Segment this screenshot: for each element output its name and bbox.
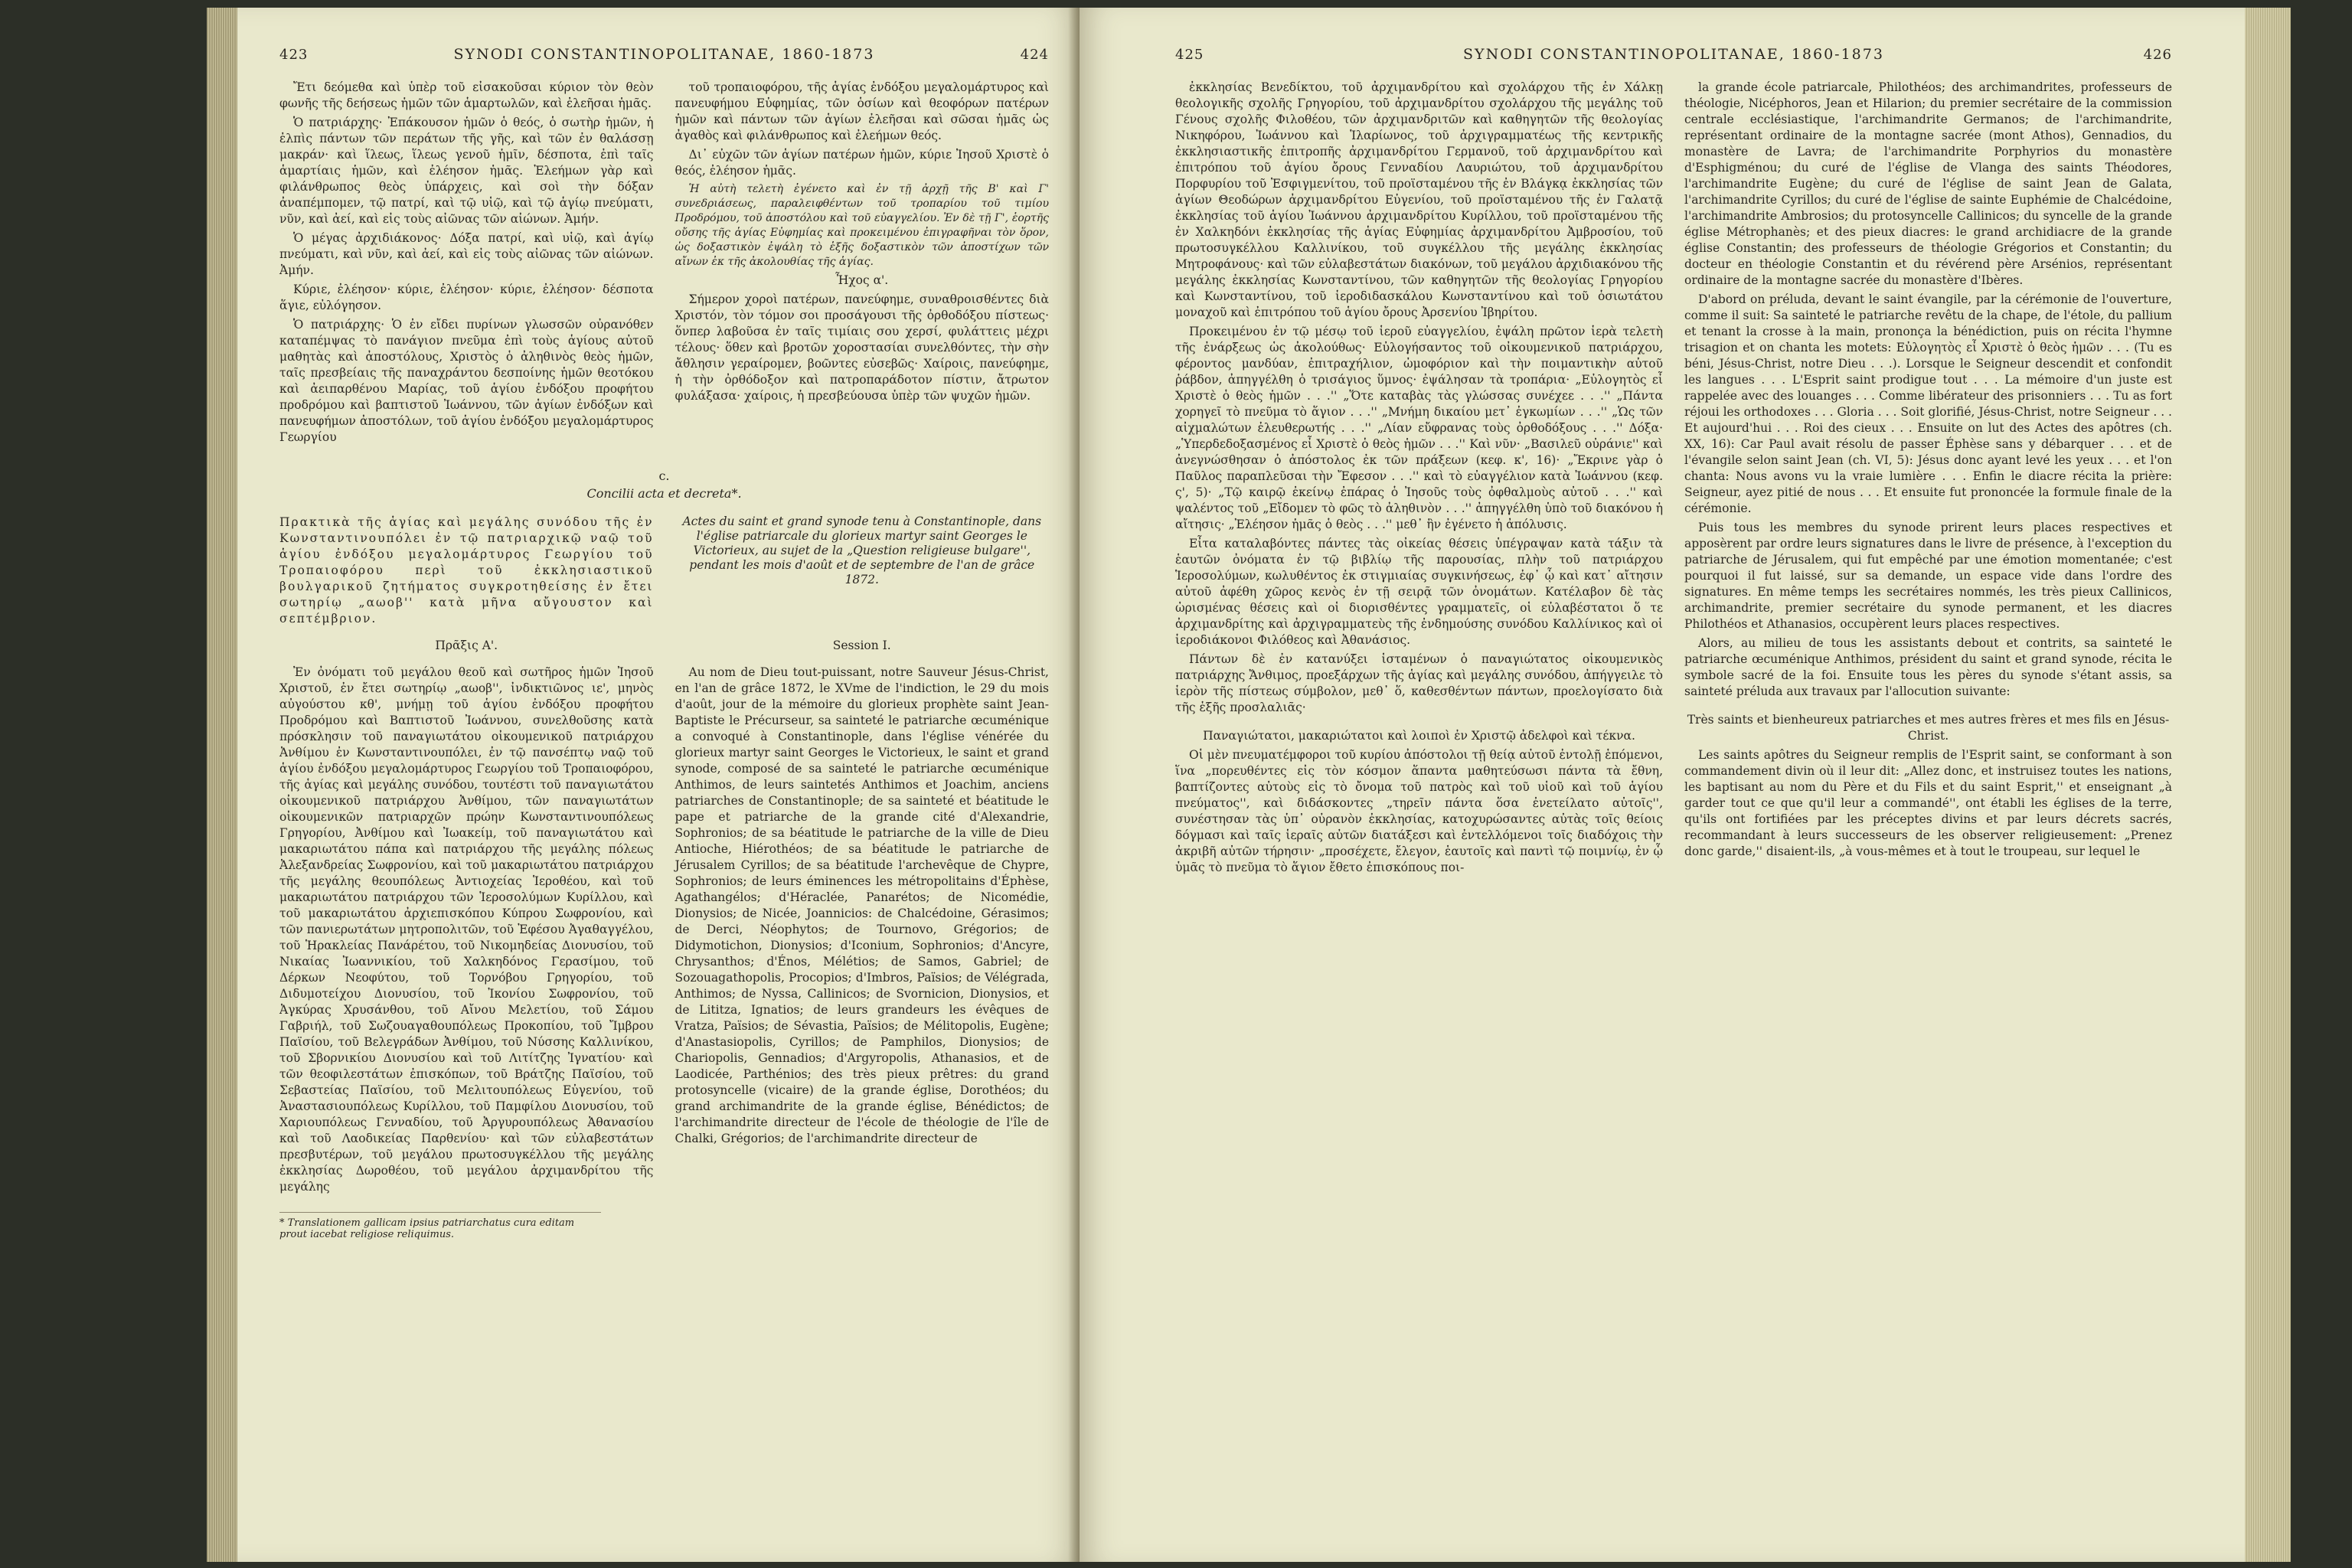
rubric-note: Ἡ αὐτὴ τελετὴ ἐγένετο καὶ ἐν τῇ ἀρχῇ τῆς Β' καὶ Γ' συνεδριάσεως, παραλειφθέντων τοῦ τροπαρίου τοῦ τιμίου Προδρόμου, τοῦ ἀποστόλου καὶ τοῦ εὐαγγελίου. Ἐν δὲ τῇ Γ', ἑορτῆς οὔσης τῆς ἁγίας Εὐφημίας καὶ προκειμένου ἐπιγραφῆναι τὸν ὅρον, ὡς δοξαστικὸν ἐψάλη τὸ ἑξῆς δοξαστικὸν τῶν ἀποστίχων τῶν αἴνων ἐκ τῆς ἀκολουθίας τῆς ἁγίας.	[675, 183, 1049, 268]
top-columns	[279, 80, 1049, 449]
address-heading: Très saints et bienheureux patriarches et mes autres frères et mes fils en Jésus-Christ.	[1687, 713, 2170, 743]
session-labels	[279, 638, 1049, 654]
paragraph: Προκειμένου ἐν τῷ μέσῳ τοῦ ἱεροῦ εὐαγγελίου, ἐψάλη πρῶτον ἱερὰ τελετὴ τῆς ἐνάρξεως ὡς ἀκολούθως· Εὐλογήσαντος τοῦ οἰκουμενικοῦ πατριάρχου, φέροντος μανδύαν, ἐπιτραχήλιον, ὠμοφόριον καὶ τὴν ποιμαντικὴν αὐτοῦ ῥάβδον, ἀπηγγέλθη ὁ τρισάγιος ὕμνος· ἐψάλησαν τὰ τροπάρια· „Εὐλογητὸς εἶ Χριστὲ ὁ θεὸς ἡμῶν . . .'' „Ὅτε καταβὰς τὰς γλώσσας συνέχεε . . .'' „Πάντα χορηγεῖ τὸ πνεῦμα τὸ ἅγιον . . .'' „Μνήμη δικαίου μετ᾽ ἐγκωμίων . . .'' „Ὡς τῶν αἰχμαλώτων ἐλευθερωτής . . .'' „Λίαν εὔφρανας τοὺς ὀρθοδόξους . . .'' Δόξα· „Ὑπερδεδοξασμένος εἶ Χριστὲ ὁ θεὸς ἡμῶν . . .'' Καὶ νῦν· „Βασιλεῦ οὐράνιε'' καὶ ἀνεγνώσθησαν ὁ ἀπόστολος ἐκ τῶν πράξεων (κεφ. κ', 16)· „Ἔκρινε γὰρ ὁ Παῦλος παραπλεῦσαι τὴν Ἔφεσον . . .'' καὶ τὸ εὐαγγέλιον κατὰ Ἰωάννου (κεφ. ς', 5)· „Τῷ καιρῷ ἐκείνῳ ἐπάρας ὁ Ἰησοῦς τοὺς ὀφθαλμοὺς αὐτοῦ . . .'' καὶ ψαλέντος τοῦ „Εἴδομεν τὸ φῶς τὸ ἀληθινὸν . . .'' ἀπηγγέλθη ὑπὸ τοῦ διακόνου ἡ αἴτησις· „Ἐλέησον ἡμᾶς ὁ θεὸς . . .'' μεθ᾽ ἣν ἐγένετο ἡ ἀπόλυσις.	[1175, 325, 1663, 531]
paragraph: Ἐν ὀνόματι τοῦ μεγάλου θεοῦ καὶ σωτῆρος ἡμῶν Ἰησοῦ Χριστοῦ, ἐν ἔτει σωτηρίῳ „αωοβ'', ἰνδικτιῶνος ιε', μηνὸς αὐγούστου κθ', μνήμῃ τοῦ ἁγίου ἐνδόξου προφήτου Προδρόμου καὶ Βαπτιστοῦ Ἰωάννου, συνελθοῦσης κατὰ πρόσκλησιν τοῦ παναγιωτάτου οἰκουμενικοῦ πατριάρχου Ἀνθίμου ἐν Κωνσταντινουπόλει, ἐν τῷ πανσέπτῳ ναῷ τοῦ ἁγίου ἐνδόξου μεγαλομάρτυρος Γεωργίου τοῦ Τροπαιοφόρου, τῆς ἁγίας καὶ μεγάλης συνόδου, τουτέστι τοῦ παναγιωτάτου οἰκουμενικοῦ πατριάρχου Ἀνθίμου, τῶν παναγιωτάτων οἰκουμενικῶν πατριαρχῶν πρώην Κωνσταντινουπόλεως Γρηγορίου, Ἀνθίμου καὶ Ἰωακείμ, τοῦ παναγιωτάτου καὶ μακαριωτάτου πάπα καὶ πατριάρχου τῆς μεγάλης πόλεως Ἀλεξανδρείας Σωφρονίου, καὶ τοῦ μακαριωτάτου πατριάρχου τῆς μεγάλης θεουπόλεως Ἀντιοχείας Ἱεροθέου, καὶ τοῦ μακαριωτάτου πατριάρχου τῶν Ἱεροσολύμων Κυρίλλου, καὶ τοῦ μακαριωτάτου ἀρχιεπισκόπου Κύπρου Σωφρονίου, καὶ τῶν πανιερωτάτων μητροπολιτῶν, τοῦ Ἐφέσου Ἀγαθαγγέλου, τοῦ Ἡρακλείας Πανάρέτου, τοῦ Νικομηδείας Διονυσίου, τοῦ Νικαίας Ἰωαννικίου, τοῦ Χαλκηδόνος Γερασίμου, τοῦ Δέρκων Νεοφύτου, τοῦ Τορνόβου Γρηγορίου, τοῦ Διδυμοτείχου Διονυσίου, τοῦ Ἰκονίου Σωφρονίου, τοῦ Ἀγκύρας Χρυσάνθου, τοῦ Αἴνου Μελετίου, τοῦ Σάμου Γαβριήλ, τοῦ Σωζουαγαθουπόλεως Προκοπίου, τοῦ Ἴμβρου Παϊσίου, τοῦ Βελεγράδων Ἀνθίμου, τοῦ Νύσσης Καλλινίκου, τοῦ Σβορνικίου Διονυσίου καὶ τοῦ Λιτίτζης Ἰγνατίου· καὶ τῶν θεοφιλεστάτων ἐπισκόπων, τοῦ Βράτζης Παϊσίου, τοῦ Σεβαστείας Παϊσίου, τοῦ Μελιτουπόλεως Εὐγενίου, τοῦ Ἀναστασιουπόλεως Κυρίλλου, τοῦ Παμφίλου Διονυσίου, τοῦ Χαριουπόλεως Γενναδίου, τοῦ Ἀργυρουπόλεως Ἀθανασίου καὶ τοῦ Λαοδικείας Παρθενίου· καὶ τῶν εὐλαβεστάτων πρεσβυτέρων, τοῦ μεγάλου πρωτοσυγκέλλου τῆς μεγάλης ἐκκλησίας Δωροθέου, τοῦ μεγάλου ἀρχιμανδρίτου τῆς μεγάλης	[279, 665, 654, 1194]
paragraph: Au nom de Dieu tout-puissant, notre Sauveur Jésus-Christ, en l'an de grâce 1872, le XVme de l'indiction, le 29 du mois d'août, jour de la mémoire du glorieux prophète saint Jean-Baptiste le Précurseur, sa sainteté le patriarche œcuménique a convoqué à Constantinople, dans l'église vénérée du glorieux martyr saint Georges le Victorieux, le saint et grand synode, composé de sa sainteté le patriarche œcuménique Anthimos, de leurs saintetés Anthimos et Joachim, anciens patriarches de Constantinople; de sa sainteté et béatitude le pape et patriarche de la grande cité d'Alexandrie, Sophronios; de sa béatitude le patriarche de la ville de Dieu Antioche, Hiérothéos; de sa béatitude le patriarche de Jérusalem Cyrillos; de sa béatitude l'archevêque de Chypre, Sophronios; de leurs éminences les métropolitains d'Éphèse, Agathangélos; d'Héraclée, Panarétos; de Nicomédie, Dionysios; de Nicée, Joannicios: de Chalcédoine, Gérasimos; de Derci, Néophytos; de Tournovo, Grégorios; de Didymotichon, Dionysios; d'Iconium, Sophronios; d'Ancyre, Chrysanthos; d'Énos, Mélétios; de Samos, Gabriel; de Sozouagathopolis, Procopios; d'Imbros, Païsios; de Vélégrada, Anthimos; de Nyssa, Callinicos; de Svornicion, Dionysios, et de Lititza, Ignatios; de leurs grandeurs les évêques de Vratza, Païsios; de Sévastia, Païsios; de Mélitopolis, Eugène; d'Anastasiopolis, Cyrillos; de Pamphilos, Dionysios; de Chariopolis, Gennadios; d'Argyropolis, Athanasios, et de Laodicée, Parthénios; des très pieux prêtres: du grand protosyncelle (vicaire) de la grande église, Dorothéos; du grand archimandrite de la grande église, Bénédictos; de l'archimandrite directeur de l'école de théologie de l'île de Chalki, Grégorios; de l'archimandrite directeur de	[675, 665, 1049, 1145]
greek-column-1	[279, 80, 654, 449]
paragraph: Σήμερον χοροὶ πατέρων, πανεύφημε, συναθροισθέντες διὰ Χριστόν, τὸν τόμον σοι προσάγουσι τῆς ὀρθοδόξου πίστεως· ὅνπερ λαβοῦσα ἐν ταῖς τιμίαις σου χερσί, φυλάττεις μέχρι τέλους· ὅθεν καὶ βροτῶν χοροστασίαι συνελθόντες, τὴν σὴν ἄθλησιν γεραίρομεν, βοῶντες εὐσεβῶς· Χαίροις, πανεύφημε, ἡ τὴν ὀρθόδοξον καὶ πατροπαράδοτον πίστιν, ἄτρωτον φυλάξασα· χαίροις, ἡ πρεσβεύουσα ὑπὲρ τῶν ψυχῶν ἡμῶν.	[675, 292, 1049, 403]
paragraph: Alors, au milieu de tous les assistants debout et contrits, sa sainteté le patriarche œcuménique Anthimos, président du saint et grand synode, récita le symbole sacré de la foi. Ensuite tous les pères du synode s'étant assis, sa sainteté préluda aux travaux par l'allocution suivante:	[1684, 636, 2172, 698]
french-column	[1684, 80, 2172, 879]
paragraph: Ὁ μέγας ἀρχιδιάκονος· Δόξα πατρί, καὶ υἱῷ, καὶ ἁγίῳ πνεύματι, καὶ νῦν, καὶ ἀεί, καὶ εἰς τοὺς αἰῶνας τῶν αἰώνων. Ἀμήν.	[279, 231, 654, 277]
paragraph: Ἔτι δεόμεθα καὶ ὑπὲρ τοῦ εἰσακοῦσαι κύριον τὸν θεὸν φωνῆς τῆς δεήσεως ἡμῶν τῶν ἁμαρτωλῶν, καὶ ἐλεῆσαι ἡμᾶς.	[279, 80, 654, 110]
paragraph: Ὁ πατριάρχης· Ὁ ἐν εἴδει πυρίνων γλωσσῶν οὐρανόθεν καταπέμψας τὸ πανάγιον πνεῦμα ἐπὶ τοὺς ἁγίους αὐτοῦ μαθητὰς καὶ ἀποστόλους, Χριστὸς ὁ ἀληθινὸς θεὸς ἡμῶν, ταῖς πρεσβείαις τῆς παναχράντου δεσποίνης ἡμῶν θεοτόκου καὶ ἀειπαρθένου Μαρίας, τοῦ ἁγίου ἐνδόξου προφήτου προδρόμου καὶ βαπτιστοῦ Ἰωάννου, τῶν ἁγίων ἐνδόξων καὶ πανευφήμων ἀποστόλων, τοῦ ἁγίου ἐνδόξου μεγαλομάρτυρος Γεωργίου	[279, 318, 654, 444]
right-page	[1080, 8, 2245, 1562]
paragraph: Πάντων δὲ ἐν κατανύξει ἱσταμένων ὁ παναγιώτατος οἰκουμενικὸς πατριάρχης Ἄνθιμος, προεξάρχων τῆς ἁγίας καὶ μεγάλης συνόδου, ἀπήγγειλε τὸ ἱερὸν τῆς πίστεως σύμβολον, μεθ᾽ ὅ, καθεσθέντων πάντων, προελογίσατο διὰ τῆς ἑξῆς προσλαλιᾶς·	[1175, 652, 1663, 714]
paragraph: Les saints apôtres du Seigneur remplis de l'Esprit saint, se conformant à son commandement divin où il leur dit: „Allez donc, et instruisez toutes les nations, les baptisant au nom du Père et du Fils et du saint Esprit,'' et enseignant „à garder tout ce que qu'il leur a commandé'', ont établi les églises de la terre, qu'ils ont fortifiées par les préceptes divins et par leurs décrets sacrés, recommandant à leurs successeurs de les observer religieusement: „Prenez donc garde,'' disaient-ils, „à vous-mêmes et à tout le troupeau, sur lequel le	[1684, 748, 2172, 858]
acta-title-block	[279, 514, 1049, 627]
running-title: SYNODI CONSTANTINOPOLITANAE, 1860-1873	[1463, 46, 1884, 63]
section-letter: c.	[658, 469, 670, 483]
page-number-426: 426	[2143, 47, 2172, 63]
paragraph: τοῦ τροπαιοφόρου, τῆς ἁγίας ἐνδόξου μεγαλομάρτυρος καὶ πανευφήμου Εὐφημίας, τῶν ὁσίων καὶ θεοφόρων πατέρων ἡμῶν καὶ πάντων τῶν ἁγίων ἐλεῆσαι καὶ σῶσαι ἡμᾶς ὡς ἀγαθὸς καὶ φιλάνθρωπος καὶ ἐλεήμων θεός.	[675, 80, 1049, 142]
tone-heading: Ἦχος α'.	[835, 273, 889, 287]
greek-body-column	[279, 665, 654, 1198]
acta-french-title: Actes du saint et grand synode tenu à Constantinople, dans l'église patriarcale du glorieux martyr saint Georges le Victorieux, au sujet de la „Question religieuse bulgare'', pendant les mois d'août et de septembre de l'an de grâce 1872.	[682, 514, 1042, 586]
running-title: SYNODI CONSTANTINOPOLITANAE, 1860-1873	[453, 46, 875, 63]
address-heading: Παναγιώτατοι, μακαριώτατοι καὶ λοιποὶ ἐν Χριστῷ ἀδελφοὶ καὶ τέκνα.	[1203, 729, 1635, 743]
paragraph: Κύριε, ἐλέησον· κύριε, ἐλέησον· κύριε, ἐλέησον· δέσποτα ἅγιε, εὐλόγησον.	[279, 283, 654, 312]
page-number-424: 424	[1020, 47, 1049, 63]
section-title: Concilii acta et decreta*.	[586, 486, 742, 501]
left-page-header	[279, 46, 1049, 63]
page-number-423: 423	[279, 47, 309, 63]
book-edge-right	[2245, 8, 2291, 1562]
praxis-label: Πρᾶξις Α'.	[435, 639, 498, 652]
book-edge-left	[207, 8, 237, 1562]
paragraph: Ὁ πατριάρχης· Ἐπάκουσον ἡμῶν ὁ θεός, ὁ σωτὴρ ἡμῶν, ἡ ἐλπὶς πάντων τῶν περάτων τῆς γῆς, καὶ τῶν ἐν θαλάσσῃ μακράν· καὶ ἵλεως, ἵλεως γενοῦ ἡμῖν, δέσποτα, ἐπὶ ταῖς ἁμαρτίαις ἡμῶν, καὶ ἐλέησον ἡμᾶς. Ἐλεήμων γὰρ καὶ φιλάνθρωπος θεὸς ὑπάρχεις, καὶ σοὶ τὴν δόξαν ἀναπέμπομεν, τῷ πατρί, καὶ τῷ υἱῷ, καὶ τῷ ἁγίῳ πνεύματι, νῦν, καὶ ἀεί, καὶ εἰς τοὺς αἰῶνας τῶν αἰώνων. Ἀμήν.	[279, 116, 654, 226]
session-label: Session I.	[832, 639, 891, 652]
footnote: * Translationem gallicam ipsius patriarchatus cura editam prout iacebat religiose reliquimus.	[279, 1212, 601, 1240]
french-body-column	[675, 665, 1050, 1198]
left-page	[237, 8, 1080, 1562]
acta-greek-title: Πρακτικὰ τῆς ἁγίας καὶ μεγάλης συνόδου τῆς ἐν Κωνσταντινουπόλει ἐν τῷ πατριαρχικῷ ναῷ τοῦ ἁγίου ἐνδόξου μεγαλομάρτυρος Γεωργίου τοῦ Τροπαιοφόρου περὶ τοῦ ἐκκλησιαστικοῦ βουλγαρικοῦ ζητήματος συγκροτηθείσης ἐν ἔτει σωτηρίῳ „αωοβ'' κατὰ μῆνα αὔγουστον καὶ σεπτέμβριον.	[279, 515, 654, 626]
paragraph: Puis tous les membres du synode prirent leurs places respectives et apposèrent par ordre leurs signatures dans le livre de présence, à l'exception du patriarche de Jérusalem, qui fut empêché par une émotion momentanée; c'est pourquoi il fut laissé, sur sa demande, un espace vide dans l'ordre des signatures. En même temps les secrétaires nommés, les très pieux Callinicos, archimandrite, premier secrétaire du synode permanent, et les diacres Philothéos et Athanasios, occupèrent leurs places respectives.	[1684, 521, 2172, 631]
paragraph: Οἱ μὲν πνευματέμφοροι τοῦ κυρίου ἀπόστολοι τῇ θείᾳ αὐτοῦ ἐντολῇ ἑπόμενοι, ἵνα „πορευθέντες εἰς τὸν κόσμον ἅπαντα μαθητεύσωσι πάντα τὰ ἔθνη, βαπτίζοντες αὐτοὺς εἰς τὸ ὄνομα τοῦ πατρὸς καὶ τοῦ υἱοῦ καὶ τοῦ ἁγίου πνεύματος'', καὶ διδάσκοντες „τηρεῖν πάντα ὅσα ἐνετείλατο αὐτοῖς'', συνέστησαν τὰς ὑπ᾽ οὐρανὸν ἐκκλησίας, κατοχυρώσαντες αὐτὰς τοῖς θείοις δόγμασι καὶ ταῖς ἱεραῖς αὐτῶν διατάξεσι καὶ ἐντελλόμενοι τοῖς διαδόχοις τὴν ἀκριβῆ αὐτῶν τήρησιν· „προσέχετε, ἔλεγον, ἑαυτοῖς καὶ παντὶ τῷ ποιμνίῳ, ἐν ᾧ ὑμᾶς τὸ πνεῦμα τὸ ἅγιον ἔθετο ἐπισκόπους ποι-	[1175, 748, 1663, 874]
paragraph: Εἶτα καταλαβόντες πάντες τὰς οἰκείας θέσεις ὑπέγραψαν κατὰ τάξιν τὰ ἑαυτῶν ὀνόματα ἐν τῷ βιβλίῳ τῆς παρουσίας, πλὴν τοῦ πατριάρχου Ἱεροσολύμων, κωλυθέντος ἐκ στιγμιαίας συγκινήσεως, ἐφ᾽ ᾧ καὶ κατ᾽ αἴτησιν αὐτοῦ ἀφέθη χῶρος κενὸς ἐν τῇ σειρᾷ τῶν ὀνομάτων. Κατέλαβον δὲ τὰς ὡρισμένας θέσεις καὶ οἱ διορισθέντες γραμματεῖς, οἱ εὐλαβέστατοι ὅ τε ἀρχιμανδρίτης καὶ ἀρχιγραμματεὺς τῆς ἐνδημούσης συνόδου Καλλίνικος καὶ οἱ ἱεροδιάκονοι Φιλόθεος καὶ Ἀθανάσιος.	[1175, 537, 1663, 647]
paragraph: la grande école patriarcale, Philothéos; des archimandrites, professeurs de théologie, Nicéphoros, Jean et Hilarion; du premier secrétaire de la commission centrale ecclésiastique, l'archimandrite Germanos; de l'archimandrite, représentant ordinaire de la montagne sacrée (mont Athos), Gennadios, du monastère de Lavra; de l'archimandrite Porphyrios du monastère d'Esphigménou; du curé de l'église de Vlanga des saints Théodores, l'archimandrite Eugène; du curé de l'église de saint Jean de Galata, l'archimandrite Cyrillos; du curé de l'église de sainte Euphémie de Chalcédoine, l'archimandrite Ambrosios; du protosyncelle Callinicos; du syncelle de la grande église Métrophanès; et des pieux diacres: le grand archidiacre de la grande église Constantin; des professeurs de théologie Grégorios et Constantin; du docteur en théologie Constantin et du révérend père Arsénios, représentant ordinaire de la montagne sacrée du monastère d'Ibères.	[1684, 80, 2172, 287]
paragraph: D'abord on préluda, devant le saint évangile, par la cérémonie de l'ouverture, comme il suit: Sa sainteté le patriarche revêtu de la chape, de l'étole, du pallium et tenant la crosse à la main, prononça la bénédiction, puis on récita l'hymne trisagion et on chanta les motets: Εὐλογητὸς εἶ Χριστὲ ὁ θεὸς ἡμῶν . . . (Tu es béni, Jésus-Christ, notre Dieu . . .). Lorsque le Seigneur descendit et confondit les langues . . . L'Esprit saint prodigue tout . . . La mémoire d'un juste est rappelée avec des louanges . . . Comme libérateur des prisonniers . . . Tu as fort réjoui les orthodoxes . . . Gloria . . . Soit glorifié, Jésus-Christ, notre Seigneur . . . Et aujourd'hui . . . Roi des cieux . . . Ensuite on lut des Actes des apôtres (ch. XX, 16): Car Paul avait résolu de passer Éphèse sans y débarquer . . . et de l'évangile selon saint Jean (ch. VI, 5): Jésus donc ayant levé les yeux . . . et l'on chanta: Nous avons vu la vraie lumière . . . Enfin le diacre récita la prière: Seigneur, ayez pitié de nous . . . Et ensuite fut prononcée la formule finale de la cérémonie.	[1684, 292, 2172, 515]
right-page-header	[1175, 46, 2172, 63]
paragraph: Δι᾽ εὐχῶν τῶν ἁγίων πατέρων ἡμῶν, κύριε Ἰησοῦ Χριστὲ ὁ θεός, ἐλέησον ἡμᾶς.	[675, 148, 1049, 178]
body-columns	[279, 665, 1049, 1198]
page-number-425: 425	[1175, 47, 1204, 63]
paragraph: ἐκκλησίας Βενεδίκτου, τοῦ ἀρχιμανδρίτου καὶ σχολάρχου τῆς ἐν Χάλκῃ θεολογικῆς σχολῆς Γρηγορίου, τοῦ ἀρχιμανδρίτου σχολάρχου τῆς μεγάλης τοῦ Γένους σχολῆς Φιλοθέου, τῶν ἀρχιμανδριτῶν καὶ καθηγητῶν τῆς θεολογίας Νικηφόρου, Ἰωάννου καὶ Ἱλαρίωνος, τοῦ ἀρχιγραμματέως τῆς κεντρικῆς ἐκκλησιαστικῆς ἐπιτροπῆς ἀρχιμανδρίτου Γερμανοῦ, τοῦ ἀρχιμανδρίτου καὶ ἐπιτρόπου τοῦ ἁγίου ὄρους Γενναδίου Λαυριώτου, τοῦ ἀρχιμανδρίτου Πορφυρίου τοῦ Ἐσφιγμενίτου, τοῦ προϊσταμένου τῆς ἐν Βλάγκᾳ ἐκκλησίας τῶν ἁγίων Θεοδώρων ἀρχιμανδρίτου Εὐγενίου, τοῦ προϊσταμένου τῆς ἐν Γαλατᾷ ἐκκλησίας τοῦ ἁγίου Ἰωάννου ἀρχιμανδρίτου Κυρίλλου, τοῦ προϊσταμένου τῆς ἐν Χαλκηδόνι ἐκκλησίας τῆς ἁγίας Εὐφημίας ἀρχιμανδρίτου Ἀμβροσίου, τοῦ πρωτοσυγκέλλου Καλλινίκου, τοῦ συγκέλλου τῆς μεγάλης ἐκκλησίας Μητροφάνους· καὶ τῶν εὐλαβεστάτων διακόνων, τοῦ μεγάλου ἀρχιδιακόνου τῆς μεγάλης ἐκκλησίας Κωνσταντίνου, τῶν καθηγητῶν τῆς θεολογίας Γρηγορίου καὶ Κωνσταντίνου, τοῦ ἱεροδιδασκάλου Κωνσταντίνου καὶ τοῦ ὁσιωτάτου μοναχοῦ καὶ ἐπιτρόπου τοῦ ἁγίου ὄρους Ἀρσενίου Ἰβηρίτου.	[1175, 80, 1663, 319]
greek-column	[1175, 80, 1663, 879]
greek-column-2	[675, 80, 1050, 449]
right-columns	[1175, 80, 2172, 879]
